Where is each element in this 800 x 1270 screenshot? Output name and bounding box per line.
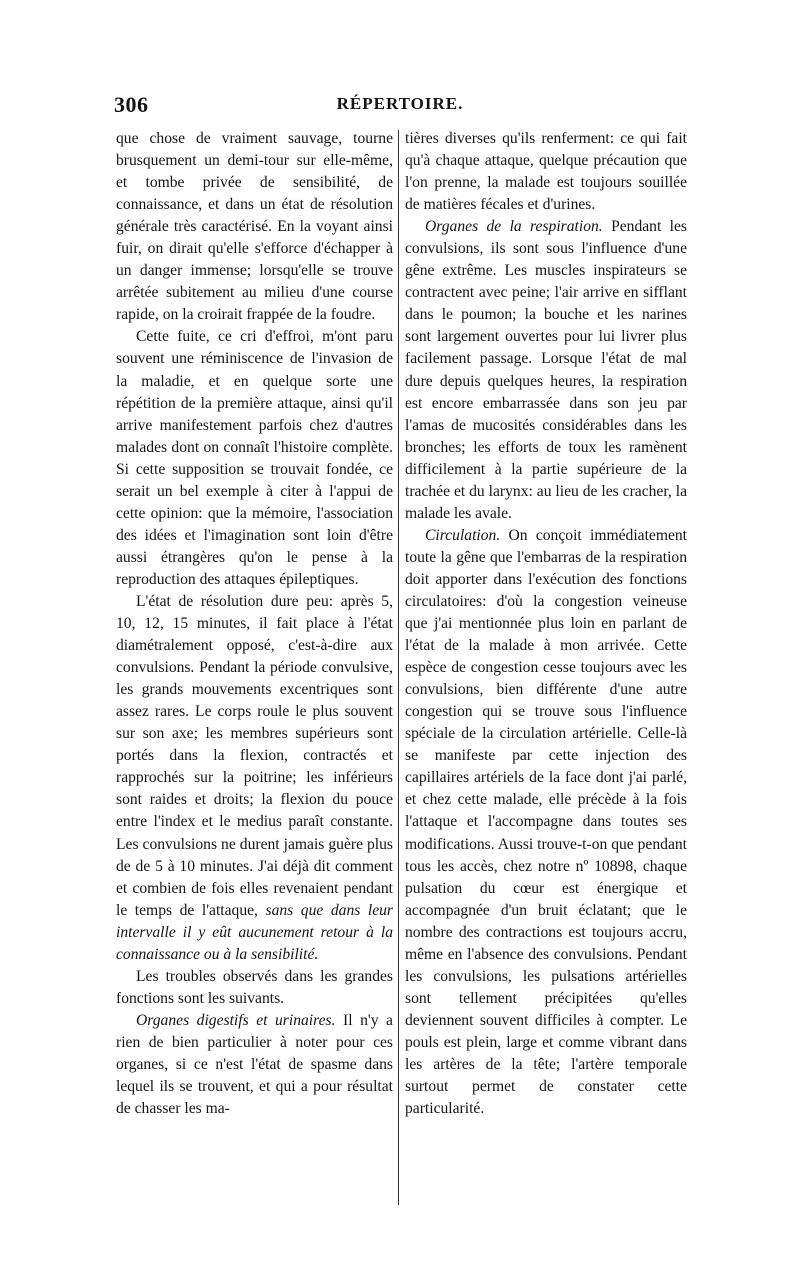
running-title: RÉPERTOIRE. (336, 94, 464, 113)
right-column (405, 128, 687, 1120)
right-paragraph-3 (405, 525, 687, 1120)
right-paragraph-3-text: On conçoit immédiatement toute la gêne que l'embarras de la respiration doit apporter dans l'exécution des fonctions circulatoires: d'où la congestion veineuse que j'ai mentionnée plus loin en parlant de l'état de la malade à mon arrivée. Cette espèce de congestion cesse toujours avec les convulsions, bien différente d'une autre congestion qui se trouve sous l'influence spéciale de la circulation artérielle. Celle-là se manifeste par cette injection des capillaires artériels de la face dont j'ai parlé, et chez cette malade, elle précède à la fois l'attaque et l'accompagne dans toutes ses modifications. Aussi trouve-t-on que pendant tous les accès, chez notre nº 10898, chaque pulsation du cœur est énergique et accompagnée d'un bruit éclatant; que le nombre des contractions est toujours accru, même en l'absence des convulsions. Pendant les convulsions, les pulsations artérielles sont tellement précipitées qu'elles deviennent souvent difficiles à compter. Le pouls est plein, large et comme vibrant dans les artères de la tête; l'artère temporale surtout permet de constater cette particularité. (405, 526, 688, 1118)
left-paragraph-3-italic: sans que dans leur intervalle il y eût aucunement retour à la connaissance ou à la sensibilité. (116, 901, 393, 963)
right-paragraph-2-text: Pendant les convulsions, ils sont sous l'influence d'une gêne extrême. Les muscles inspirateurs se contractent avec peine; l'air arrive en sifflant dans le poumon; la bouche et les narines sont largement ouvertes pour lui livrer plus facilement passage. Lorsque l'état de mal dure depuis quelques heures, la respiration est encore embarrassée dans son jeu par l'amas de mucosités considérables dans les bronches; les efforts de toux les ramènent difficilement à la partie supérieure de la trachée et du larynx: au lieu de les cracher, la malade les avale. (405, 218, 687, 522)
left-paragraph-1: que chose de vraiment sauvage, tourne brusquement un demi-tour sur elle-même, et tombe privée de sensibilité, de connaissance, et dans un état de résolution générale très caractérisé. En la voyant ainsi fuir, on dirait qu'elle s'efforce d'échapper à un danger immense; lorsqu'elle se trouve arrêtée subitement au milieu d'une course rapide, on la croirait frappée de la foudre. (116, 130, 393, 324)
right-paragraph-1: tières diverses qu'ils renferment: ce qui fait qu'à chaque attaque, quelque précaution que l'on prenne, la malade est toujours souillée de matières fécales et d'urines. (405, 130, 687, 214)
left-column (116, 128, 393, 1120)
left-paragraph-3-text: L'état de résolution dure peu: après 5, 10, 12, 15 minutes, il fait place à l'état diamétralement opposé, c'est-à-dire aux convulsions. Pendant la période convulsive, les grands mouvements excentriques sont assez rares. Le corps roule le plus souvent sur son axe; les membres supérieurs sont portés dans la flexion, contractés et rapprochés sur la poitrine; les inférieurs sont raides et droits; la flexion du pouce entre l'index et le medius paraît constante. Les convulsions ne durent jamais guère plus de de 5 à 10 minutes. J'ai déjà dit comment et combien de fois elles revenaient pendant le temps de l'attaque, (116, 592, 393, 919)
left-paragraph-3 (116, 591, 393, 966)
page-header (114, 92, 686, 116)
right-paragraph-2 (405, 216, 687, 525)
section-heading-digestifs: Organes digestifs et urinaires. (136, 1011, 336, 1029)
page-number: 306 (114, 92, 149, 117)
left-paragraph-2: Cette fuite, ce cri d'effroi, m'ont paru souvent une réminiscence de l'invasion de la maladie, et en quelque sorte une répétition de la première attaque, ainsi qu'il arrive manifestement parfois chez d'autres malades dont on connaît l'histoire complète. Si cette supposition se trouvait fondée, ce serait un bel exemple à citer à l'appui de cette opinion: que la mémoire, l'association des idées et l'imagination sont loin d'être aussi étrangères qu'on le pense à la reproduction des attaques épileptiques. (116, 328, 393, 588)
section-heading-respiration: Organes de la respiration. (425, 218, 603, 236)
column-divider (398, 130, 399, 1205)
section-heading-circulation: Circulation. (425, 526, 501, 544)
left-paragraph-5-text: Il n'y a rien de bien particulier à noter pour ces organes, si ce n'est l'état de spasme dans lequel ils se trouvent, et qui a pour résultat de chasser les ma- (116, 1011, 393, 1118)
left-paragraph-5 (116, 1010, 393, 1120)
left-paragraph-4: Les troubles observés dans les grandes fonctions sont les suivants. (116, 967, 393, 1007)
